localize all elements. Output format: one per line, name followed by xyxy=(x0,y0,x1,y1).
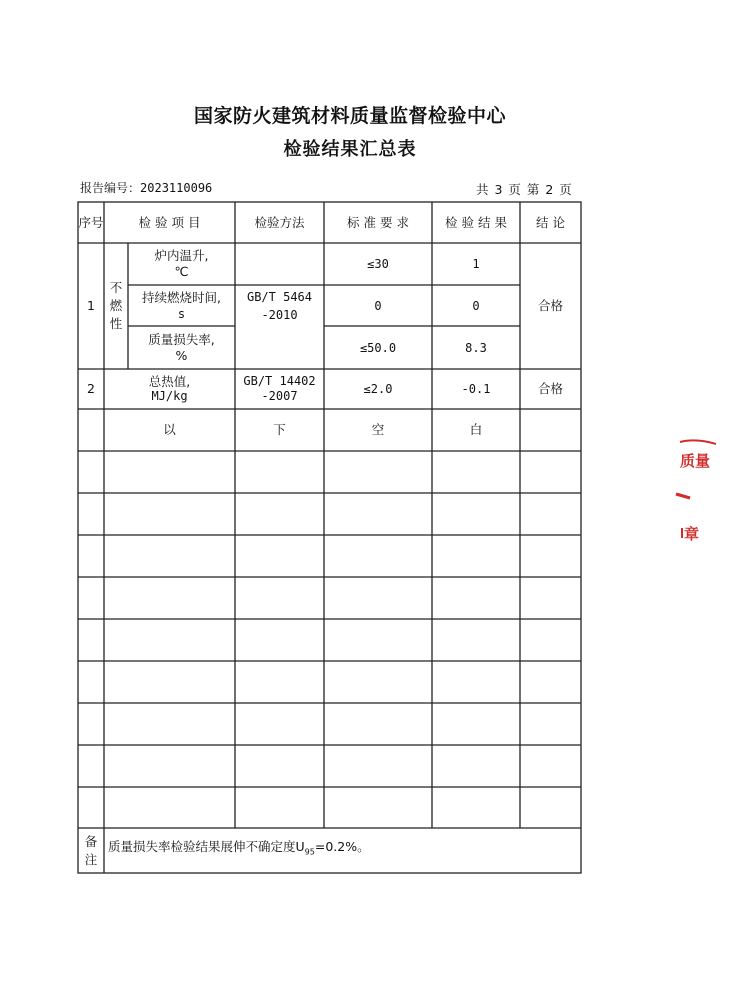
row2-conclusion: 合格 xyxy=(537,381,563,396)
row1b-requirement: 0 xyxy=(374,298,382,313)
remarks-text xyxy=(108,837,370,857)
row2-result: -0.1 xyxy=(461,382,491,396)
item-name: 总热值, xyxy=(148,374,191,389)
remarks-label xyxy=(78,828,104,873)
row1a-requirement: ≤30 xyxy=(367,257,389,271)
blank-marker-4: 白 xyxy=(469,422,483,437)
row1-seq: 1 xyxy=(87,298,95,313)
row1-method xyxy=(235,243,324,369)
row1c-result: 8.3 xyxy=(465,340,487,355)
official-seal-stamp xyxy=(676,436,736,556)
table-title: 检验结果汇总表 xyxy=(283,139,417,160)
row1c-item xyxy=(128,326,235,369)
header-method: 检验方法 xyxy=(254,214,305,230)
category-char: 不 xyxy=(109,280,123,295)
remarks-text-tail: =0.2%。 xyxy=(314,839,370,854)
row2-method xyxy=(235,369,324,409)
header-seq: 序号 xyxy=(78,214,104,230)
method-line: -2010 xyxy=(261,308,298,322)
item-unit: ℃ xyxy=(174,264,189,279)
item-name: 质量损失率, xyxy=(148,331,215,347)
category-char: 燃 xyxy=(109,298,123,313)
header-requirement: 标 准 要 求 xyxy=(347,214,409,230)
method-line: GB/T 5464 xyxy=(246,290,313,304)
row1a-result: 1 xyxy=(472,257,480,271)
header-result: 检 验 结 果 xyxy=(445,214,507,230)
report-number-value: 2023110096 xyxy=(140,181,213,195)
blank-marker-2: 下 xyxy=(273,422,286,437)
row1b-result: 0 xyxy=(472,298,480,313)
stamp-text-top: 质量 xyxy=(680,452,711,470)
row1a-item xyxy=(128,243,235,285)
header-item: 检 验 项 目 xyxy=(138,214,201,230)
remarks-label-char: 备 xyxy=(84,833,98,849)
item-unit: % xyxy=(175,347,188,363)
item-name: 炉内温升, xyxy=(154,248,209,263)
stamp-text-bottom: 章 xyxy=(684,525,700,543)
method-line: GB/T 14402 xyxy=(243,374,316,388)
row2-item xyxy=(104,369,235,409)
report-number-label: 报告编号： xyxy=(80,181,141,195)
remarks-text-main: 质量损失率检验结果展伸不确定度U xyxy=(108,839,305,854)
row2-seq: 2 xyxy=(87,381,95,396)
row2-requirement: ≤2.0 xyxy=(363,382,393,396)
blank-marker-1: 以 xyxy=(163,422,176,437)
header-conclusion: 结 论 xyxy=(536,214,565,230)
remarks-label-char: 注 xyxy=(84,851,98,867)
page-info: 共 3 页 第 2 页 xyxy=(476,182,573,197)
page-title: 国家防火建筑材料质量监督检验中心 xyxy=(193,105,506,127)
row1c-requirement: ≤50.0 xyxy=(359,340,397,355)
item-unit: MJ/kg xyxy=(151,389,188,403)
row1-conclusion: 合格 xyxy=(537,298,563,313)
row1b-item xyxy=(128,285,235,326)
blank-marker-3: 空 xyxy=(371,422,385,437)
item-unit: s xyxy=(177,306,186,321)
remarks-text-subscript: 95 xyxy=(304,847,315,857)
method-line: -2007 xyxy=(261,389,298,403)
category-char: 性 xyxy=(109,316,123,331)
row1-category xyxy=(104,243,128,369)
item-name: 持续燃烧时间, xyxy=(142,289,221,305)
